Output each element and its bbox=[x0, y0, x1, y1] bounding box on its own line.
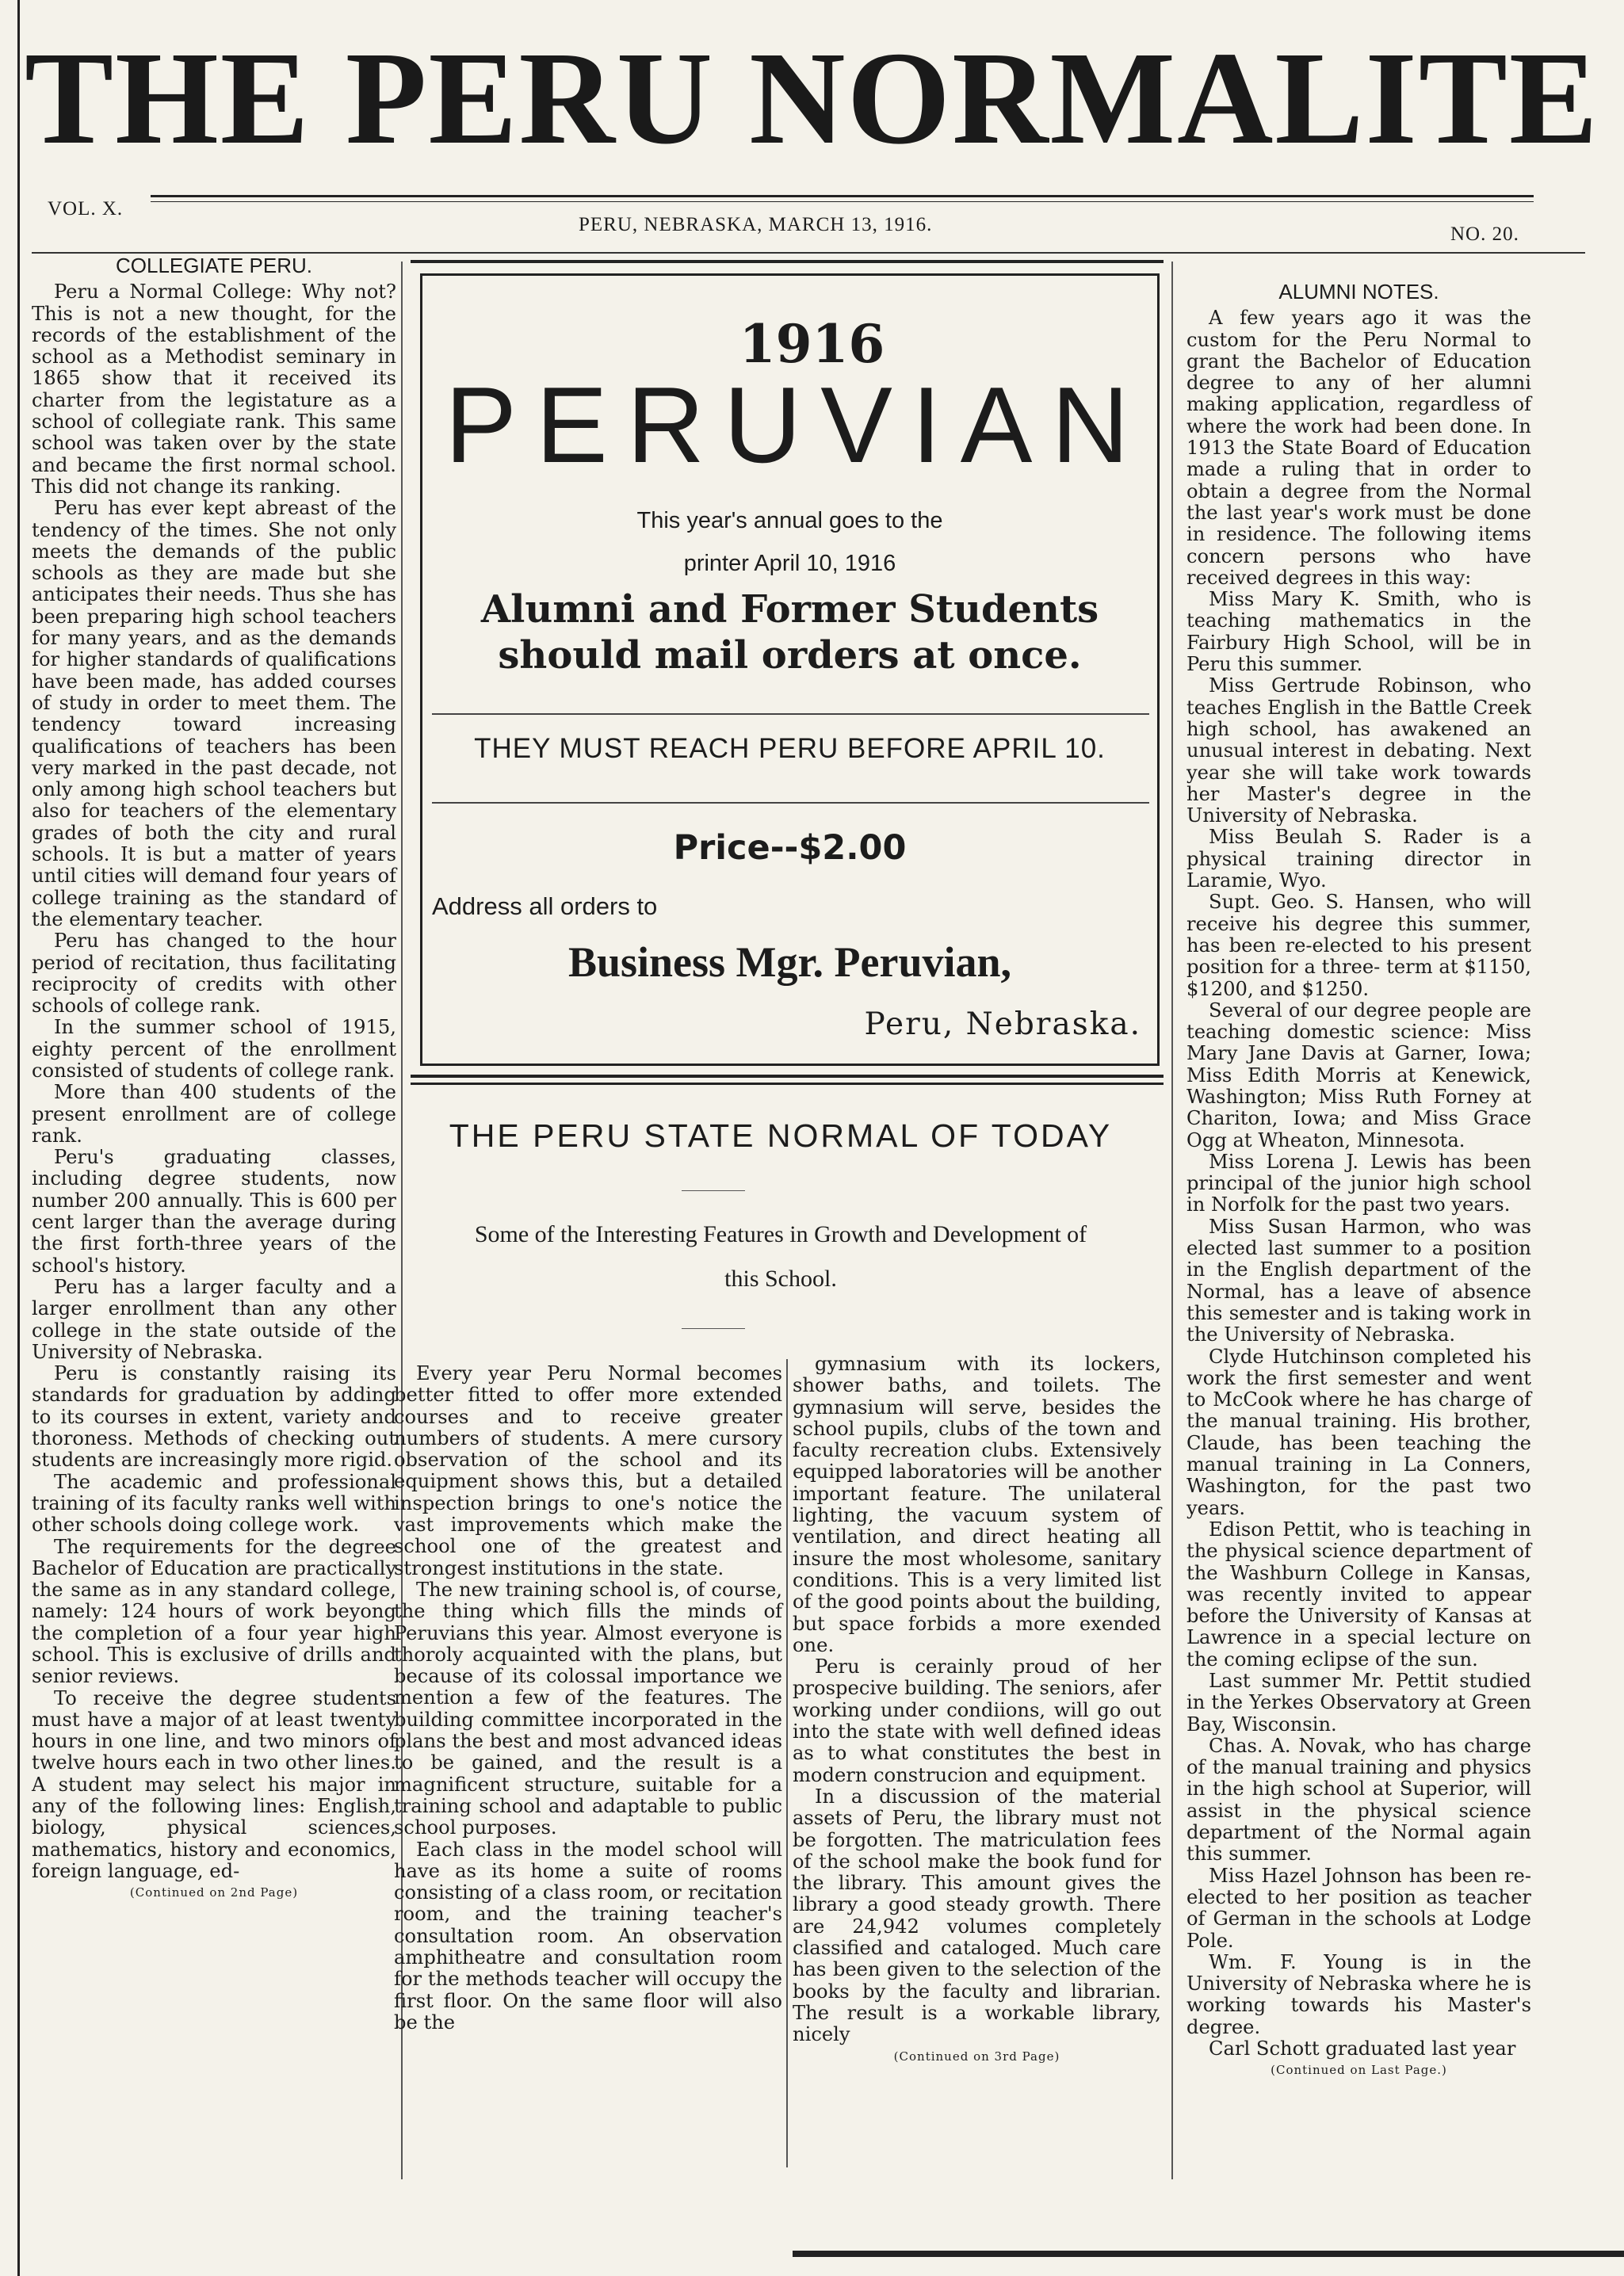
continued-note: (Continued on Last Page.) bbox=[1271, 2063, 1447, 2078]
article-heading: ALUMNI NOTES. bbox=[1278, 280, 1439, 304]
article-paragraph: Miss Gertrude Robinson, who teaches English in the Battle Creek high school, has awakened an unusual interest in debating. Next year she will take work towards her Master's degree in the University of Nebraska. bbox=[1186, 674, 1531, 827]
short-divider bbox=[682, 1190, 745, 1191]
ad-recipient: Business Mgr. Peruvian, bbox=[567, 938, 1012, 986]
ad-orders-notice bbox=[420, 586, 1160, 678]
article-paragraph: Every year Peru Normal becomes better fitted to offer more extended courses and to receive greater numbers of students. A mere cursory observation of the school and its equipment shows this, but a detailed inspection brings to one's notice the vast improvements which make the school one of the greatest and strongest institutions in the state. bbox=[394, 1362, 782, 1579]
ad-address-label: Address all orders to bbox=[432, 892, 658, 920]
article-paragraph: Clyde Hutchinson completed his work the first semester and went to McCook where he has charge of the manual training. His brother, Claude, has been teaching the manual training in La Conners, Washington, for the past two years. bbox=[1186, 1345, 1531, 1519]
article-paragraph: In a discussion of the material assets of Peru, the library must not be forgotten. The matriculation fees of the school make the book fund for the library. This amount gives the library a good steady growth. There are 24,942 volumes completely classified and cataloged. Much care has been given to the selection of the books by the faculty and librarian. The result is a workable library, nicely bbox=[793, 1785, 1161, 2046]
alumni-notes-article bbox=[1186, 281, 1531, 2082]
article-paragraph: Each class in the model school will have as its home a suite of rooms consisting of a class room, or recitation room, and the training teacher's consultation room. An observation amphitheatre and consultation room for the methods teacher will occupy the first floor. On the same floor will also be the bbox=[394, 1838, 782, 2034]
volume-label: VOL. X. bbox=[48, 198, 124, 220]
article-paragraph: The requirements for the degree Bachelor of Education are practically the same as in any standard college, namely: 124 hours of work beyong the completion of a four year high school. This is exclusive of drills and senior reviews. bbox=[32, 1535, 396, 1688]
ad-annual-name: PERUVIAN bbox=[445, 365, 1148, 485]
article-paragraph: The new training school is, of course, the thing which fills the minds of Peruvians this year. Almost everyone is thoroly acquainted with the plans, but because of its colossal importance we mention a few of the features. The building committee incorporated in the plans the best and most advanced ideas to be gained, and the result is a magnificent structure, suitable for a training school and adaptable to public school purposes. bbox=[394, 1578, 782, 1839]
feature-subhead-line: this School. bbox=[724, 1266, 837, 1292]
article-paragraph: Peru has a larger faculty and a larger enrollment than any other college in the state outside of the University of Nebraska. bbox=[32, 1275, 396, 1363]
ad-orders-line: should mail orders at once. bbox=[498, 633, 1082, 678]
ad-price: Price--$2.00 bbox=[673, 828, 907, 868]
continued-note: (Continued on 3rd Page) bbox=[893, 2049, 1060, 2064]
article-paragraph: Peru has ever kept abreast of the tendency of the times. She not only meets the demands of the public schools as they are made but she anticipates their needs. Thus she has been preparing high school teachers for many years, and as the demands for higher standards of qualifications have been made, has added courses of study in order to meet them. The tendency toward increasing qualifications of teachers has been very marked in the past decade, not only among high school teachers but also for teachers of the elementary grades of both the city and rural schools. It is but a matter of years until cities will demand four years of college training as the standard of the elementary teacher. bbox=[32, 497, 396, 930]
article-paragraph: The academic and professional training of its faculty ranks well with other schools doing college work. bbox=[32, 1470, 396, 1537]
article-paragraph: Peru is cerainly proud of her prospecive building. The seniors, afer working under condiions, will go out into the state with well defined ideas as to what constitutes the best in modern construcion and equipment. bbox=[793, 1655, 1161, 1786]
column-rule bbox=[786, 1359, 788, 2167]
article-paragraph: Carl Schott graduated last year bbox=[1209, 2037, 1516, 2060]
short-divider bbox=[682, 1328, 745, 1329]
article-paragraph: Edison Pettit, who is teaching in the physical science department of the Washburn College in Kansas, was recently invited to appear before the University of Kansas at Lawrence in a special lecture on the coming eclipse of the sun. bbox=[1186, 1518, 1531, 1671]
masthead-rule bbox=[151, 195, 1534, 197]
ad-orders-line: Alumni and Former Students bbox=[480, 587, 1099, 632]
article-paragraph: Miss Hazel Johnson has been re-elected to her position as teacher of German in the schools at Lodge Pole. bbox=[1186, 1864, 1531, 1952]
article-paragraph: Chas. A. Novak, who has charge of the manual training and physics in the high school at Superior, will assist in the physical science department of the Normal again this summer. bbox=[1186, 1734, 1531, 1865]
ad-town: Peru, Nebraska. bbox=[864, 1006, 1141, 1042]
article-paragraph: Supt. Geo. S. Hansen, who will receive his degree this summer, has been re-elected to his present position for a three- term at $1150, $1200, and $1250. bbox=[1186, 891, 1531, 1000]
article-paragraph: In the summer school of 1915, eighty percent of the enrollment consisted of students of college rank. bbox=[32, 1016, 396, 1082]
article-paragraph: A few years ago it was the custom for the Peru Normal to grant the Bachelor of Education degree to any of her alumni making application, regardless of where the work had been done. In 1913 the State Board of Education made a ruling that in order to obtain a degree from the Normal the last year's work must be done in residence. The following items concern persons who have received degrees in this way: bbox=[1186, 307, 1531, 589]
article-paragraph: Miss Lorena J. Lewis has been principal of the junior high school in Norfolk for the past two years. bbox=[1186, 1150, 1531, 1216]
article-paragraph: Last summer Mr. Pettit studied in the Yerkes Observatory at Green Bay, Wisconsin. bbox=[1186, 1670, 1531, 1736]
feature-column-1 bbox=[394, 1363, 782, 2034]
feature-column-2 bbox=[793, 1354, 1161, 2068]
continued-note: (Continued on 2nd Page) bbox=[129, 1885, 299, 1900]
collegiate-peru-article bbox=[32, 255, 396, 1904]
article-paragraph: Miss Susan Harmon, who was elected last summer to a position in the English department of the Normal, has a leave of absence this semester and is taking work in the University of Nebraska. bbox=[1186, 1215, 1531, 1346]
article-paragraph: More than 400 students of the present enrollment are of college rank. bbox=[32, 1081, 396, 1147]
ad-divider bbox=[432, 802, 1149, 804]
ad-year-text: 1916 bbox=[739, 313, 885, 375]
article-paragraph: Peru's graduating classes, including degree students, now number 200 annually. This is 600 per cent larger than the average during the first forth-three years of the school's history. bbox=[32, 1146, 396, 1277]
ad-annual-line: This year's annual goes to the bbox=[636, 508, 943, 533]
article-heading: COLLEGIATE PERU. bbox=[115, 254, 313, 277]
article-paragraph: Peru a Normal College: Why not? This is not a new thought, for the records of the establishment of the school as a Methodist seminary in 1865 show that it received its charter from the legistature as a school of collegiate rank. This same school was taken over by the state and became the first normal school. This did not change its ranking. bbox=[32, 281, 396, 498]
issue-number: NO. 20. bbox=[1450, 223, 1519, 245]
page-bottom-rule bbox=[793, 2251, 1624, 2257]
masthead-title: THE PERU NORMALITE bbox=[25, 25, 1599, 172]
article-paragraph: gymnasium with its lockers, shower baths, and toilets. The gymnasium will serve, besides the school pupils, clubs of the town and faculty recreation clubs. Extensively equipped laboratories will be another important feature. The unilateral lighting, the vacuum system of ventilation, and direct heating all insure the most wholesome, sanitary conditions. This is a very limited list of the good points about the building, but space forbids a more exended one. bbox=[793, 1353, 1161, 1656]
ad-divider bbox=[432, 713, 1149, 715]
ad-rule bbox=[411, 1083, 1164, 1085]
article-paragraph: To receive the degree students must have a major of at least twenty hours in one line, and two minors of twelve hours each in two other lines. A student may select his major in any of the following lines: English, biology, physical sciences, mathematics, history and economics, foreign language, ed- bbox=[32, 1686, 396, 1882]
feature-subhead bbox=[400, 1212, 1161, 1301]
feature-subhead-line: Some of the Interesting Features in Growth and Development of bbox=[474, 1221, 1087, 1247]
column-rule bbox=[1171, 262, 1173, 2179]
dateline: PERU, NEBRASKA, MARCH 13, 1916. bbox=[579, 214, 933, 235]
ad-annual-note bbox=[420, 499, 1160, 585]
feature-headline: THE PERU STATE NORMAL OF TODAY bbox=[449, 1117, 1113, 1154]
ad-deadline: THEY MUST REACH PERU BEFORE APRIL 10. bbox=[474, 733, 1106, 764]
article-paragraph: Peru has changed to the hour period of recitation, thus facilitating reciprocity of credits with other schools of college rank. bbox=[32, 930, 396, 1018]
article-paragraph: Several of our degree people are teaching domestic science: Miss Mary Jane Davis at Garner, Iowa; Miss Edith Morris at Kenewick, Washington; Miss Ruth Forney at Chariton, Iowa; and Miss Grace Ogg at Wheaton, Minnesota. bbox=[1186, 999, 1531, 1151]
article-paragraph: Miss Mary K. Smith, who is teaching mathematics in the Fairbury High School, will be in Peru this summer. bbox=[1186, 588, 1531, 676]
masthead-rule-thin bbox=[151, 201, 1534, 202]
article-paragraph: Miss Beulah S. Rader is a physical training director in Laramie, Wyo. bbox=[1186, 826, 1531, 892]
article-paragraph: Wm. F. Young is in the University of Nebraska where he is working towards his Master's degree. bbox=[1186, 1950, 1531, 2038]
ad-annual-line: printer April 10, 1916 bbox=[683, 551, 896, 576]
article-paragraph: Peru is constantly raising its standards for graduation by adding to its courses in extent, variety and thoroness. Methods of checking out students are increasingly more rigid. bbox=[32, 1362, 396, 1472]
